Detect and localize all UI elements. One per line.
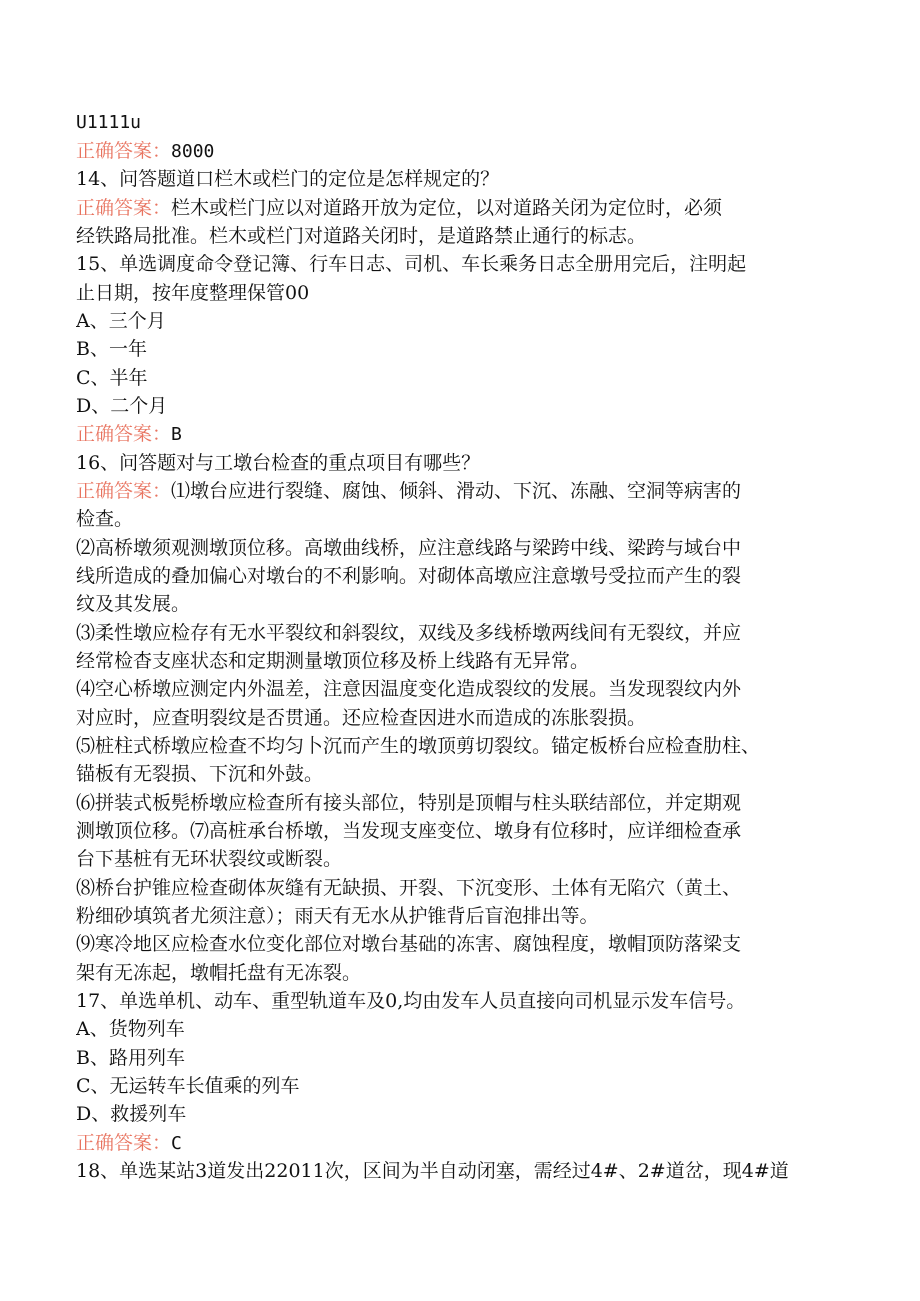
answer-line	[76, 194, 846, 222]
text-line: ⑷空心桥墩应测定内外温差，注意因温度变化造成裂纹的发展。当发现裂纹内外	[76, 678, 742, 700]
option-d: D、救援列车	[76, 1103, 187, 1125]
question-16: 16、问答题对与工墩台检查的重点项目有哪些？	[76, 452, 481, 474]
text-line: 锚板有无裂损、下沉和外鼓。	[76, 763, 324, 785]
text-line: 经常检杳支座状态和定期测量墩顶位移及桥上线路有无异常。	[76, 650, 590, 672]
option-b: B、一年	[76, 338, 147, 360]
text-line: ⑵高桥墩须观测墩顶位移。高墩曲线桥，应注意线路与梁跨中线、梁跨与域台中	[76, 537, 742, 559]
text-line: 粉细砂填筑者尤须注意）；雨天有无水从护锥背后盲泡排出等。	[76, 905, 599, 927]
answer-label: 正确答案：	[76, 423, 172, 445]
answer-text: 8000	[171, 141, 215, 162]
answer-text: C	[171, 1133, 182, 1154]
text-line: 纹及其发展。	[76, 593, 191, 615]
answer-line	[76, 420, 846, 449]
text-line: 测墩顶位移。⑺高桩承台桥墩，当发现支座变位、墩身有位移时，应详细检查承	[76, 820, 742, 842]
answer-text: ⑴墩台应进行裂缝、腐蚀、倾斜、滑动、下沉、冻融、空洞等病害的	[171, 480, 742, 502]
text-line: 台下基桩有无环状裂纹或断裂。	[76, 848, 343, 870]
question-17: 17、单选单机、动车、重型轨道车及0,均由发车人员直接向司机显示发车信号。	[76, 990, 746, 1012]
text-line: 对应时，应查明裂纹是否贯通。还应检查因进水而造成的冻胀裂损。	[76, 707, 647, 729]
text-line: ⑻桥台护锥应检查砌体灰缝有无缺损、开裂、下沉变形、土体有无陷穴（黄土、	[76, 877, 742, 899]
answer-text: 栏木或栏门应以对道路开放为定位，以对道路关闭为定位时，必须	[171, 197, 723, 219]
text-line: 止日期，按年度整理保管00	[76, 282, 310, 304]
option-a: A、货物列车	[76, 1018, 185, 1040]
text-line: ⑶柔性墩应检存有无水平裂纹和斜裂纹，双线及多线桥墩两线间有无裂纹，并应	[76, 622, 742, 644]
option-d: D、二个月	[76, 395, 168, 417]
option-c: C、半年	[76, 367, 148, 389]
text-line: 经铁路局批准。栏木或栏门对道路关闭时，是道路禁止通行的标志。	[76, 225, 647, 247]
text-line: U1111u	[76, 112, 142, 133]
answer-label: 正确答案：	[76, 480, 172, 502]
answer-label: 正确答案：	[76, 197, 172, 219]
option-c: C、无运转车长值乘的列车	[76, 1075, 300, 1097]
text-line: ⑼寒冷地区应检查水位变化部位对墩台基础的冻害、腐蚀程度，墩帽顶防落梁支	[76, 933, 742, 955]
text-line: 架有无冻起，墩帽托盘有无冻裂。	[76, 962, 362, 984]
text-line: ⑸桩柱式桥墩应检查不均匀卜沉而产生的墩顶剪切裂纹。锚定板桥台应检查肋柱、	[76, 735, 761, 757]
answer-label: 正确答案：	[76, 1132, 172, 1154]
answer-text: B	[171, 424, 182, 445]
answer-line	[76, 477, 846, 505]
question-18: 18、单选某站3道发出22011次，区间为半自动闭塞，需经过4#、2#道岔，现4#道	[76, 1160, 789, 1182]
answer-line	[76, 1129, 846, 1158]
text-line: ⑹拼装式板髡桥墩应检查所有接头部位，特别是顶帽与柱头联结部位，并定期观	[76, 792, 742, 814]
option-a: A、三个月	[76, 310, 166, 332]
text-line: 线所造成的叠加偏心对墩台的不利影响。对砌体高墩应注意墩号受拉而产生的裂	[76, 565, 742, 587]
option-b: B、路用列车	[76, 1047, 185, 1069]
answer-line	[76, 137, 846, 166]
text-line: 检查。	[76, 508, 134, 530]
question-14: 14、问答题道口栏木或栏门的定位是怎样规定的？	[76, 168, 500, 190]
question-15: 15、单选调度命令登记簿、行车日志、司机、车长乘务日志全册用完后，注明起	[76, 253, 747, 275]
answer-label: 正确答案：	[76, 140, 172, 162]
